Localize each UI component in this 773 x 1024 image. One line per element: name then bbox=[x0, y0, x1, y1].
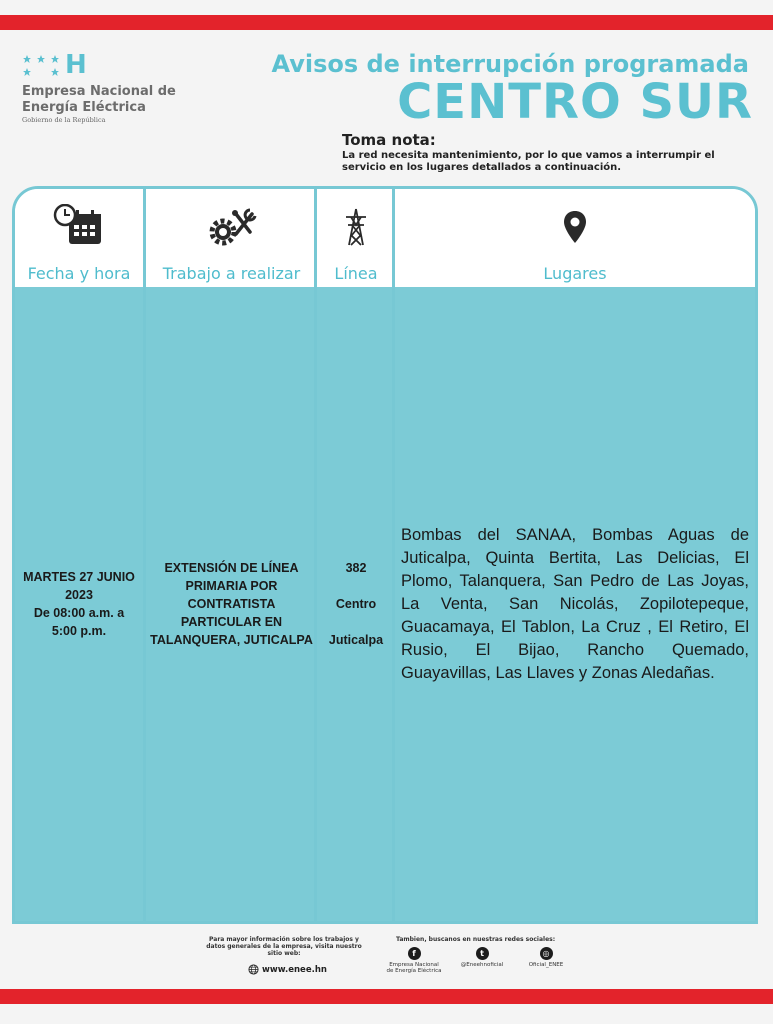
line-number: 382 bbox=[345, 561, 367, 575]
instagram-link[interactable] bbox=[524, 947, 568, 968]
line-header bbox=[317, 189, 395, 287]
globe-icon bbox=[248, 964, 259, 975]
line-cell bbox=[317, 287, 395, 921]
social-title: Tambien, buscanos en nuestras redes sociales: bbox=[396, 936, 556, 943]
work-header bbox=[146, 189, 317, 287]
bottom-red-bar bbox=[0, 989, 773, 1004]
places-header bbox=[395, 189, 755, 287]
stars-icon bbox=[22, 54, 62, 78]
work-header-label: Trabajo a realizar bbox=[162, 264, 301, 283]
power-tower-icon bbox=[342, 207, 370, 247]
instagram-label: Oficial_ENEE bbox=[528, 962, 564, 968]
date-header-label: Fecha y hora bbox=[27, 264, 131, 283]
note-text: La red necesita mantenimiento, por lo que vamos a interrumpir el servicio en los lugares detallados a continuación. bbox=[342, 150, 715, 173]
line-zone: Centro bbox=[335, 597, 377, 611]
location-pin-icon bbox=[562, 209, 588, 247]
twitter-icon: t bbox=[476, 947, 489, 960]
work-text: EXTENSIÓN DE LÍNEA PRIMARIA POR CONTRATISTA PARTICULAR EN TALANQUERA, JUTICALPA bbox=[150, 561, 313, 647]
date-column bbox=[15, 189, 143, 921]
company-name: Empresa Nacional de Energía Eléctrica bbox=[22, 84, 176, 115]
twitter-link[interactable] bbox=[458, 947, 506, 968]
work-column bbox=[143, 189, 317, 921]
facebook-link[interactable] bbox=[386, 947, 442, 974]
page-title: CENTRO SUR bbox=[397, 74, 753, 130]
top-red-bar bbox=[0, 15, 773, 30]
government-label: Gobierno de la República bbox=[22, 116, 106, 124]
line-column bbox=[314, 189, 395, 921]
date-line-1: MARTES 27 JUNIO bbox=[23, 570, 135, 584]
footer-info: Para mayor información sobre los trabajos y datos generales de la empresa, visita nuestro sitio web: bbox=[206, 936, 362, 957]
page-subtitle: Avisos de interrupción programada bbox=[271, 50, 749, 78]
places-column bbox=[392, 189, 755, 921]
line-header-label: Línea bbox=[334, 264, 378, 283]
calendar-clock-icon bbox=[53, 204, 105, 248]
facebook-label: Empresa Nacional de Energía Eléctrica bbox=[386, 962, 442, 974]
footer bbox=[0, 930, 773, 986]
places-header-label: Lugares bbox=[543, 264, 607, 283]
time-line-1: De 08:00 a.m. a bbox=[33, 606, 125, 620]
facebook-icon: f bbox=[408, 947, 421, 960]
date-line-2: 2023 bbox=[65, 588, 93, 602]
outage-table bbox=[12, 186, 758, 924]
work-cell bbox=[146, 287, 317, 921]
time-line-2: 5:00 p.m. bbox=[51, 624, 107, 638]
date-header bbox=[15, 189, 143, 287]
instagram-icon: ◎ bbox=[540, 947, 553, 960]
line-city: Juticalpa bbox=[328, 633, 384, 647]
note-title: Toma nota: bbox=[342, 131, 436, 149]
places-text: Bombas del SANAA, Bombas Aguas de Juticalpa, Quinta Bertita, Las Delicias, El Plomo, Talanquera, San Pedro de Las Joyas, La Venta, San Nicolás, Zopilotepeque, Guacamaya, El Tablon, La Cruz , El Retiro, El Rusio, El Bijao, Rancho Quemado, Guayavillas, Las Llaves y Zonas Aledañas. bbox=[401, 525, 749, 682]
places-cell bbox=[395, 287, 755, 921]
gear-tools-icon bbox=[206, 204, 258, 248]
logo-h-mark: H bbox=[65, 50, 87, 80]
website-label: www.enee.hn bbox=[262, 964, 327, 975]
twitter-label: @Eneehnoficial bbox=[460, 962, 504, 968]
website-link[interactable] bbox=[248, 964, 327, 975]
date-cell bbox=[15, 287, 143, 921]
